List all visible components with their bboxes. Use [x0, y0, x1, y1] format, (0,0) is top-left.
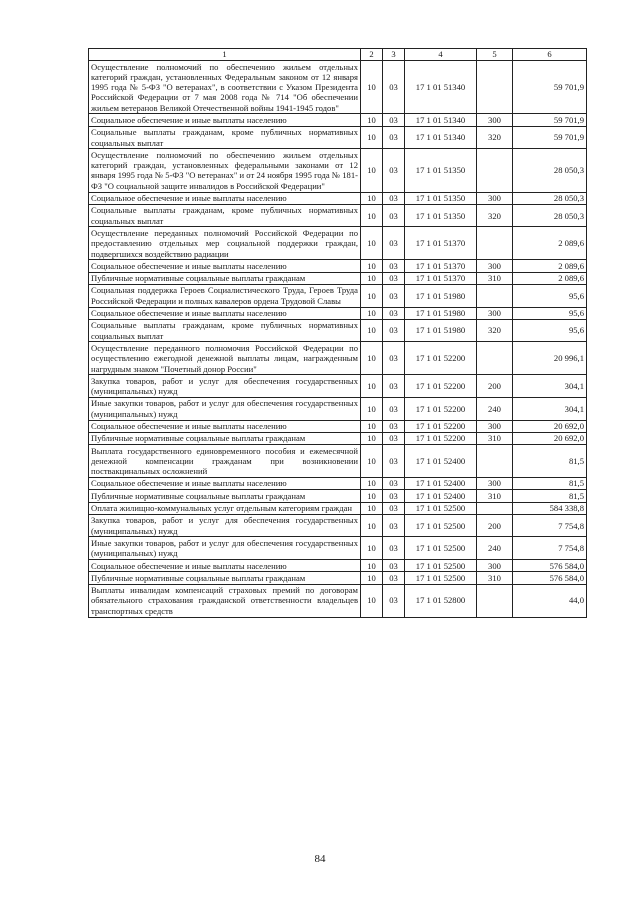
row-section: 10 — [361, 445, 383, 478]
row-amount: 576 584,0 — [513, 560, 587, 572]
row-target-article: 17 1 01 52500 — [405, 560, 477, 572]
header-col-2: 2 — [361, 49, 383, 61]
row-amount: 81,5 — [513, 477, 587, 489]
row-expense-type — [477, 445, 513, 478]
row-section: 10 — [361, 375, 383, 398]
row-expense-type: 310 — [477, 272, 513, 284]
row-subsection: 03 — [383, 272, 405, 284]
row-section: 10 — [361, 114, 383, 126]
table-row — [89, 560, 587, 572]
row-expense-type: 300 — [477, 477, 513, 489]
budget-table — [88, 48, 587, 618]
row-name: Социальное обеспечение и иные выплаты населению — [89, 192, 361, 204]
row-expense-type: 240 — [477, 537, 513, 560]
row-section: 10 — [361, 342, 383, 375]
row-target-article: 17 1 01 52800 — [405, 584, 477, 617]
row-amount: 7 754,8 — [513, 537, 587, 560]
row-subsection: 03 — [383, 126, 405, 149]
row-name: Социальные выплаты гражданам, кроме публичных нормативных социальных выплат — [89, 204, 361, 227]
row-expense-type — [477, 584, 513, 617]
row-subsection: 03 — [383, 445, 405, 478]
row-expense-type — [477, 502, 513, 514]
row-section: 10 — [361, 272, 383, 284]
row-subsection: 03 — [383, 477, 405, 489]
row-name: Публичные нормативные социальные выплаты гражданам — [89, 432, 361, 444]
row-name: Социальное обеспечение и иные выплаты населению — [89, 477, 361, 489]
row-name: Социальная поддержка Героев Социалистического Труда, Героев Труда Российской Федерации и полных кавалеров ордена Трудовой Славы — [89, 284, 361, 307]
row-expense-type: 200 — [477, 375, 513, 398]
row-expense-type: 300 — [477, 307, 513, 319]
row-subsection: 03 — [383, 420, 405, 432]
row-amount: 576 584,0 — [513, 572, 587, 584]
row-amount: 28 050,3 — [513, 192, 587, 204]
row-expense-type — [477, 342, 513, 375]
row-expense-type — [477, 227, 513, 260]
row-amount: 95,6 — [513, 307, 587, 319]
row-amount: 59 701,9 — [513, 114, 587, 126]
row-target-article: 17 1 01 51340 — [405, 126, 477, 149]
table-row — [89, 397, 587, 420]
row-target-article: 17 1 01 52500 — [405, 537, 477, 560]
table-row — [89, 260, 587, 272]
row-expense-type: 300 — [477, 420, 513, 432]
table-row — [89, 114, 587, 126]
table-row — [89, 342, 587, 375]
table-row — [89, 126, 587, 149]
row-target-article: 17 1 01 52400 — [405, 490, 477, 502]
row-name: Оплата жилищно-коммунальных услуг отдельным категориям граждан — [89, 502, 361, 514]
row-expense-type — [477, 61, 513, 114]
row-amount: 81,5 — [513, 445, 587, 478]
row-subsection: 03 — [383, 114, 405, 126]
header-col-3: 3 — [383, 49, 405, 61]
row-expense-type: 320 — [477, 319, 513, 342]
table-row — [89, 61, 587, 114]
row-amount: 59 701,9 — [513, 126, 587, 149]
row-section: 10 — [361, 397, 383, 420]
row-name: Социальное обеспечение и иные выплаты населению — [89, 260, 361, 272]
budget-table-page — [88, 48, 586, 618]
row-amount: 2 089,6 — [513, 227, 587, 260]
table-row — [89, 490, 587, 502]
row-subsection: 03 — [383, 307, 405, 319]
row-expense-type: 310 — [477, 432, 513, 444]
row-expense-type: 310 — [477, 490, 513, 502]
table-row — [89, 375, 587, 398]
row-section: 10 — [361, 584, 383, 617]
row-amount: 20 692,0 — [513, 432, 587, 444]
row-name: Социальное обеспечение и иные выплаты населению — [89, 420, 361, 432]
row-section: 10 — [361, 61, 383, 114]
table-row — [89, 272, 587, 284]
row-amount: 95,6 — [513, 284, 587, 307]
row-name: Иные закупки товаров, работ и услуг для обеспечения государственных (муниципальных) нужд — [89, 397, 361, 420]
table-row — [89, 307, 587, 319]
row-expense-type: 320 — [477, 204, 513, 227]
row-target-article: 17 1 01 52500 — [405, 502, 477, 514]
table-row — [89, 514, 587, 537]
table-row — [89, 537, 587, 560]
row-name: Осуществление переданного полномочия Российской Федерации по осуществлению ежегодной денежной выплаты лицам, награжденным нагрудным знаком "Почетный донор России" — [89, 342, 361, 375]
row-name: Осуществление переданных полномочий Российской Федерации по предоставлению отдельных мер социальной поддержки граждан, подвергшихся воздействию радиации — [89, 227, 361, 260]
row-name: Публичные нормативные социальные выплаты гражданам — [89, 490, 361, 502]
row-subsection: 03 — [383, 204, 405, 227]
table-row — [89, 227, 587, 260]
page-number: 84 — [314, 853, 326, 865]
header-col-1: 1 — [89, 49, 361, 61]
row-name: Закупка товаров, работ и услуг для обеспечения государственных (муниципальных) нужд — [89, 375, 361, 398]
row-amount: 304,1 — [513, 375, 587, 398]
row-section: 10 — [361, 192, 383, 204]
header-col-5: 5 — [477, 49, 513, 61]
row-expense-type: 300 — [477, 114, 513, 126]
row-target-article: 17 1 01 51980 — [405, 307, 477, 319]
row-expense-type: 310 — [477, 572, 513, 584]
row-name: Осуществление полномочий по обеспечению жильем отдельных категорий граждан, установленных Федеральным законом от 12 января 1995 года № 5-ФЗ "О ветеранах", в соответствии с Указом Президента Российской Федерации от 7 мая 2008 года № 714 "Об обеспечении жильем ветеранов Великой Отечественной войны 1941-1945 годов" — [89, 61, 361, 114]
row-target-article: 17 1 01 51350 — [405, 149, 477, 192]
row-target-article: 17 1 01 51370 — [405, 227, 477, 260]
table-row — [89, 432, 587, 444]
row-amount: 304,1 — [513, 397, 587, 420]
row-section: 10 — [361, 307, 383, 319]
row-amount: 584 338,8 — [513, 502, 587, 514]
table-row — [89, 319, 587, 342]
row-target-article: 17 1 01 52200 — [405, 375, 477, 398]
row-section: 10 — [361, 126, 383, 149]
row-subsection: 03 — [383, 260, 405, 272]
row-subsection: 03 — [383, 537, 405, 560]
row-amount: 2 089,6 — [513, 260, 587, 272]
row-subsection: 03 — [383, 192, 405, 204]
row-amount: 28 050,3 — [513, 149, 587, 192]
row-name: Осуществление полномочий по обеспечению жильем отдельных категорий граждан, установленных федеральными законами от 12 января 1995 года № 5-ФЗ "О ветеранах" и от 24 ноября 1995 года № 181-ФЗ "О социальной защите инвалидов в Российской Федерации" — [89, 149, 361, 192]
row-section: 10 — [361, 227, 383, 260]
row-target-article: 17 1 01 52200 — [405, 397, 477, 420]
row-expense-type: 300 — [477, 560, 513, 572]
row-subsection: 03 — [383, 227, 405, 260]
table-row — [89, 572, 587, 584]
row-target-article: 17 1 01 51350 — [405, 192, 477, 204]
row-target-article: 17 1 01 51980 — [405, 319, 477, 342]
row-amount: 28 050,3 — [513, 204, 587, 227]
row-subsection: 03 — [383, 432, 405, 444]
row-target-article: 17 1 01 52200 — [405, 420, 477, 432]
row-expense-type: 200 — [477, 514, 513, 537]
row-amount: 20 692,0 — [513, 420, 587, 432]
row-target-article: 17 1 01 51370 — [405, 260, 477, 272]
row-expense-type — [477, 284, 513, 307]
row-subsection: 03 — [383, 584, 405, 617]
row-section: 10 — [361, 572, 383, 584]
row-section: 10 — [361, 490, 383, 502]
row-subsection: 03 — [383, 572, 405, 584]
row-subsection: 03 — [383, 375, 405, 398]
table-row — [89, 584, 587, 617]
row-amount: 81,5 — [513, 490, 587, 502]
row-target-article: 17 1 01 52200 — [405, 432, 477, 444]
row-subsection: 03 — [383, 397, 405, 420]
row-expense-type: 300 — [477, 260, 513, 272]
row-section: 10 — [361, 149, 383, 192]
row-subsection: 03 — [383, 149, 405, 192]
row-section: 10 — [361, 260, 383, 272]
row-target-article: 17 1 01 51980 — [405, 284, 477, 307]
row-amount: 2 089,6 — [513, 272, 587, 284]
row-section: 10 — [361, 514, 383, 537]
row-name: Выплаты инвалидам компенсаций страховых премий по договорам обязательного страхования гражданской ответственности владельцев транспортных средств — [89, 584, 361, 617]
table-row — [89, 204, 587, 227]
row-name: Социальное обеспечение и иные выплаты населению — [89, 114, 361, 126]
row-amount: 95,6 — [513, 319, 587, 342]
table-row — [89, 284, 587, 307]
table-header-row — [89, 49, 587, 61]
row-target-article: 17 1 01 51340 — [405, 61, 477, 114]
row-name: Социальное обеспечение и иные выплаты населению — [89, 307, 361, 319]
row-subsection: 03 — [383, 502, 405, 514]
row-subsection: 03 — [383, 490, 405, 502]
row-subsection: 03 — [383, 342, 405, 375]
row-target-article: 17 1 01 52400 — [405, 445, 477, 478]
row-amount: 59 701,9 — [513, 61, 587, 114]
row-section: 10 — [361, 477, 383, 489]
row-target-article: 17 1 01 52400 — [405, 477, 477, 489]
table-row — [89, 420, 587, 432]
row-name: Выплата государственного единовременного пособия и ежемесячной денежной компенсации гражданам при возникновении поствакцинальных осложнений — [89, 445, 361, 478]
row-expense-type — [477, 149, 513, 192]
row-subsection: 03 — [383, 284, 405, 307]
row-target-article: 17 1 01 52200 — [405, 342, 477, 375]
row-target-article: 17 1 01 51340 — [405, 114, 477, 126]
row-name: Социальные выплаты гражданам, кроме публичных нормативных социальных выплат — [89, 126, 361, 149]
header-col-6: 6 — [513, 49, 587, 61]
row-name: Публичные нормативные социальные выплаты гражданам — [89, 572, 361, 584]
row-expense-type: 320 — [477, 126, 513, 149]
row-expense-type: 300 — [477, 192, 513, 204]
header-col-4: 4 — [405, 49, 477, 61]
row-target-article: 17 1 01 51350 — [405, 204, 477, 227]
row-target-article: 17 1 01 51370 — [405, 272, 477, 284]
table-row — [89, 502, 587, 514]
row-name: Публичные нормативные социальные выплаты гражданам — [89, 272, 361, 284]
row-section: 10 — [361, 284, 383, 307]
row-name: Иные закупки товаров, работ и услуг для обеспечения государственных (муниципальных) нужд — [89, 537, 361, 560]
row-name: Социальное обеспечение и иные выплаты населению — [89, 560, 361, 572]
row-section: 10 — [361, 537, 383, 560]
row-section: 10 — [361, 560, 383, 572]
row-target-article: 17 1 01 52500 — [405, 572, 477, 584]
row-subsection: 03 — [383, 514, 405, 537]
row-section: 10 — [361, 319, 383, 342]
table-row — [89, 149, 587, 192]
table-row — [89, 477, 587, 489]
table-row — [89, 192, 587, 204]
row-subsection: 03 — [383, 61, 405, 114]
row-section: 10 — [361, 204, 383, 227]
row-name: Социальные выплаты гражданам, кроме публичных нормативных социальных выплат — [89, 319, 361, 342]
table-body — [89, 61, 587, 618]
row-section: 10 — [361, 432, 383, 444]
row-subsection: 03 — [383, 319, 405, 342]
row-name: Закупка товаров, работ и услуг для обеспечения государственных (муниципальных) нужд — [89, 514, 361, 537]
row-amount: 7 754,8 — [513, 514, 587, 537]
row-amount: 20 996,1 — [513, 342, 587, 375]
row-section: 10 — [361, 502, 383, 514]
row-target-article: 17 1 01 52500 — [405, 514, 477, 537]
row-section: 10 — [361, 420, 383, 432]
row-subsection: 03 — [383, 560, 405, 572]
row-amount: 44,0 — [513, 584, 587, 617]
table-row — [89, 445, 587, 478]
row-expense-type: 240 — [477, 397, 513, 420]
